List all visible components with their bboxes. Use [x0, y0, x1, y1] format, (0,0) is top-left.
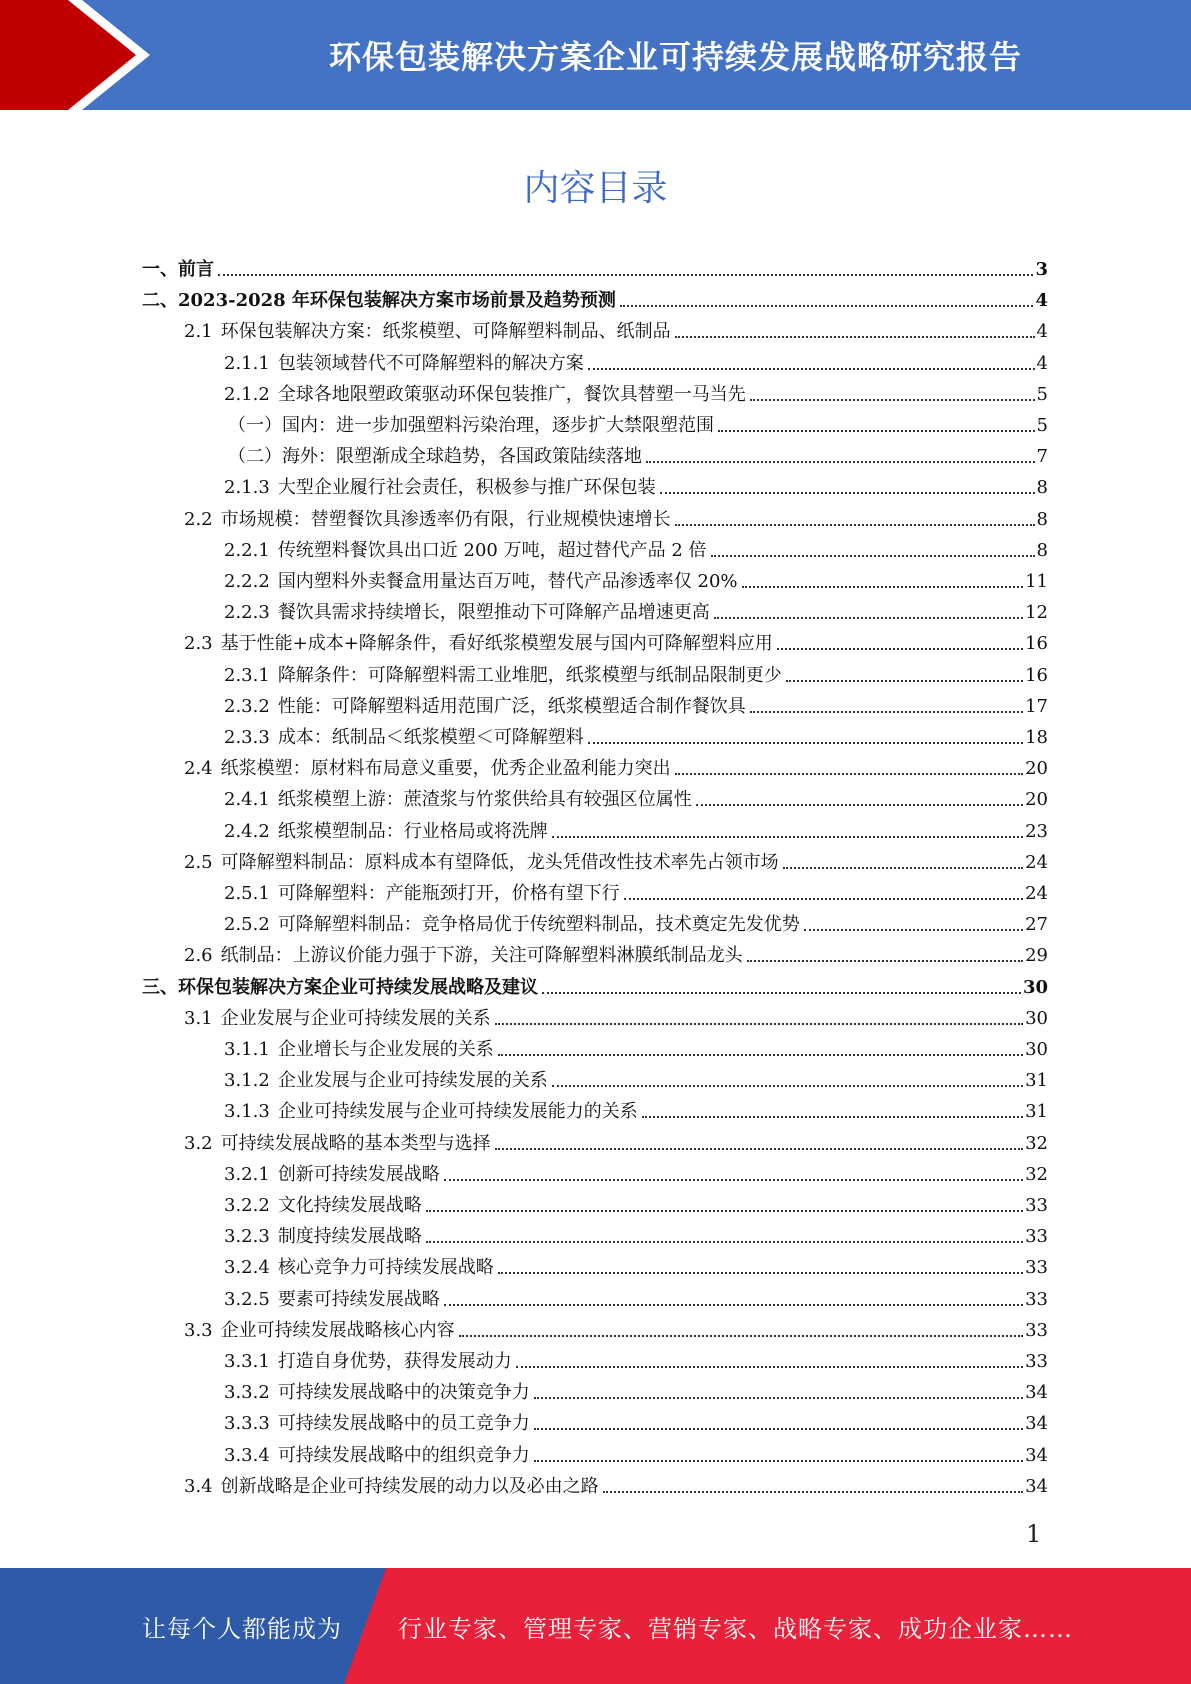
toc-dot-leader [552, 1085, 1023, 1087]
toc-entry-number: 3.3 [184, 1319, 213, 1341]
toc-entry-text: 企业发展与企业可持续发展的关系 [277, 1070, 548, 1092]
toc-entry-text: 国内：进一步加强塑料污染治理，逐步扩大禁限塑范围 [282, 415, 714, 436]
toc-entry-text: 餐饮具需求持续增长，限塑推动下可降解产品增速更高 [277, 602, 710, 624]
header-chevron-graphic [0, 0, 160, 110]
toc-title: 内容目录 [523, 168, 668, 209]
toc-entry-page: 4 [1036, 321, 1048, 343]
toc-entry[interactable] [184, 845, 1048, 876]
toc-entry-text: 全球各地限塑政策驱动环保包装推广，餐饮具替塑一马当先 [277, 383, 746, 405]
page-number: 1 [1026, 1520, 1042, 1548]
toc-entry-page: 27 [1025, 914, 1048, 936]
toc-entry-text: 打造自身优势，获得发展动力 [277, 1351, 512, 1372]
toc-entry-text: 纸制品：上游议价能力强于下游，关注可降解塑料淋膜纸制品龙头 [220, 945, 743, 967]
toc-entry[interactable] [224, 346, 1048, 377]
toc-entry-page: 31 [1025, 1101, 1048, 1123]
toc-entry-text: 企业可持续发展与企业可持续发展能力的关系 [277, 1101, 638, 1123]
toc-entry-text: 要素可持续发展战略 [277, 1288, 440, 1310]
report-title: 环保包装解决方案企业可持续发展战略研究报告 [328, 38, 1022, 76]
toc-entry-number: 3.3.3 [224, 1413, 270, 1435]
toc-entry-number: 2.5 [184, 851, 213, 873]
toc-entry-number: 2.5.1 [224, 883, 270, 904]
footer-slogan-right: 行业专家、管理专家、营销专家、战略专家、成功企业家…… [398, 1614, 1073, 1643]
toc-entry[interactable] [224, 1438, 1048, 1469]
toc-entry[interactable] [224, 1219, 1048, 1250]
toc-entry-number: 2.6 [184, 945, 213, 967]
toc-entry[interactable] [224, 1063, 1048, 1094]
toc-entry-page: 24 [1025, 851, 1048, 873]
toc-entry[interactable] [184, 1126, 1048, 1157]
toc-entry-text: 可降解塑料制品：竞争格局优于传统塑料制品，技术奠定先发优势 [277, 914, 800, 936]
toc-dot-leader [624, 898, 1023, 900]
toc-entry-text: 前言 [178, 259, 214, 280]
toc-entry-page: 32 [1025, 1163, 1048, 1185]
toc-entry-page: 3 [1035, 259, 1048, 280]
toc-entry-number: 二、 [142, 290, 178, 312]
toc-entry-text: 国内塑料外卖餐盒用量达百万吨，替代产品渗透率仅 20% [277, 571, 738, 592]
toc-entry-number: 3.2.4 [224, 1257, 270, 1279]
toc-entry[interactable] [224, 1157, 1048, 1188]
toc-entry-page: 24 [1025, 883, 1048, 904]
page-footer [0, 1568, 1191, 1684]
toc-entry[interactable] [224, 1094, 1048, 1125]
toc-entry[interactable] [224, 377, 1048, 408]
toc-entry[interactable] [184, 751, 1048, 782]
toc-entry[interactable] [224, 1188, 1048, 1219]
toc-entry-text: 纸浆模塑：原材料布局意义重要，优秀企业盈利能力突出 [220, 758, 671, 780]
toc-entry-number: 3.1.2 [224, 1070, 270, 1092]
toc-entry-page: 20 [1025, 789, 1048, 811]
toc-entry-text: 包装领域替代不可降解塑料的解决方案 [277, 352, 584, 374]
toc-entry[interactable] [224, 907, 1048, 938]
toc-entry[interactable] [224, 1282, 1048, 1313]
toc-entry-page: 33 [1025, 1226, 1048, 1248]
toc-dot-leader [444, 1304, 1023, 1306]
toc-entry[interactable] [184, 938, 1048, 969]
toc-dot-leader [750, 399, 1035, 401]
toc-entry[interactable] [224, 470, 1048, 501]
toc-dot-leader [742, 586, 1024, 588]
toc-dot-leader [660, 492, 1035, 494]
toc-entry-page: 34 [1025, 1413, 1048, 1435]
toc-entry-number: 2.3.3 [224, 727, 270, 748]
toc-entry-number: 3.2.2 [224, 1195, 270, 1216]
toc-entry-number: （一） [228, 415, 282, 436]
toc-entry-page: 31 [1025, 1070, 1048, 1092]
toc-entry[interactable] [142, 252, 1048, 283]
toc-dot-leader [804, 929, 1023, 931]
toc-dot-leader [534, 1460, 1023, 1462]
toc-entry-page: 33 [1025, 1288, 1048, 1310]
toc-entry-page: 16 [1025, 633, 1048, 655]
toc-dot-leader [675, 336, 1035, 338]
toc-entry-page: 7 [1036, 446, 1048, 468]
toc-entry-page: 30 [1025, 1039, 1048, 1060]
toc-entry-page: 16 [1025, 664, 1048, 686]
toc-dot-leader [426, 1241, 1023, 1243]
toc-entry-text: 企业可持续发展战略核心内容 [220, 1319, 455, 1341]
toc-entry-number: 2.1 [184, 321, 213, 343]
toc-dot-leader [588, 742, 1023, 744]
toc-dot-leader [786, 680, 1023, 682]
toc-entry-number: 2.2.3 [224, 602, 270, 624]
toc-entry-text: 环保包装解决方案企业可持续发展战略及建议 [178, 976, 538, 998]
toc-entry-page: 20 [1025, 758, 1048, 780]
toc-entry-number: 2.2.1 [224, 539, 270, 561]
toc-entry-number: 3.2.3 [224, 1226, 270, 1248]
toc-entry-page: 33 [1025, 1257, 1048, 1279]
toc-dot-leader [534, 1428, 1023, 1430]
toc-entry-text: 可降解塑料制品：原料成本有望降低，龙头凭借改性技术率先占领市场 [220, 851, 779, 873]
toc-entry[interactable] [224, 564, 1048, 595]
toc-entry-page: 33 [1025, 1195, 1048, 1216]
toc-entry[interactable] [224, 1032, 1048, 1063]
toc-dot-leader [495, 1148, 1023, 1150]
toc-entry[interactable] [224, 1406, 1048, 1437]
toc-entry[interactable] [142, 970, 1048, 1001]
toc-dot-leader [588, 368, 1035, 370]
toc-entry-number: 2.3 [184, 633, 213, 655]
toc-entry-number: 3.3.1 [224, 1351, 270, 1372]
toc-dot-leader [552, 836, 1023, 838]
toc-entry-page: 5 [1036, 415, 1048, 436]
toc-entry[interactable] [224, 876, 1048, 907]
toc-dot-leader [675, 773, 1023, 775]
toc-entry-page: 8 [1036, 539, 1048, 561]
toc-entry-page: 11 [1025, 571, 1048, 592]
toc-entry-text: 市场规模：替塑餐饮具渗透率仍有限，行业规模快速增长 [220, 508, 671, 530]
toc-entry-number: 3.1.3 [224, 1101, 270, 1123]
toc-entry-text: 基于性能+成本+降解条件，看好纸浆模塑发展与国内可降解塑料应用 [220, 633, 773, 655]
toc-entry-text: 创新可持续发展战略 [277, 1163, 440, 1185]
toc-entry[interactable] [184, 626, 1048, 657]
toc-entry-text: 企业发展与企业可持续发展的关系 [220, 1007, 491, 1029]
toc-entry-page: 18 [1025, 727, 1048, 748]
toc-dot-leader [646, 461, 1035, 463]
toc-entry-text: 企业增长与企业发展的关系 [277, 1039, 494, 1060]
toc-dot-leader [516, 1366, 1023, 1368]
toc-entry-text: 性能：可降解塑料适用范围广泛，纸浆模塑适合制作餐饮具 [277, 695, 746, 717]
toc-entry[interactable] [184, 1313, 1048, 1344]
toc-entry-page: 4 [1035, 290, 1048, 312]
toc-entry-text: 传统塑料餐饮具出口近 200 万吨，超过替代产品 2 倍 [277, 539, 707, 561]
toc-entry-number: 2.2 [184, 508, 213, 530]
toc-entry-number: 2.1.1 [224, 352, 270, 374]
toc-entry-number: （二） [228, 446, 282, 468]
toc-entry[interactable] [228, 408, 1048, 439]
toc-entry[interactable] [224, 595, 1048, 626]
toc-entry-text: 海外：限塑渐成全球趋势，各国政策陆续落地 [282, 446, 642, 468]
toc-entry-text: 大型企业履行社会责任，积极参与推广环保包装 [277, 477, 656, 499]
toc-entry-number: 3.3.2 [224, 1382, 270, 1404]
toc-entry[interactable] [184, 502, 1048, 533]
toc-entry-number: 一、 [142, 259, 178, 280]
toc-dot-leader [675, 524, 1035, 526]
toc-entry-number: 2.1.3 [224, 477, 270, 499]
toc-dot-leader [495, 1023, 1023, 1025]
toc-entry-text: 可降解塑料：产能瓶颈打开，价格有望下行 [277, 883, 620, 904]
toc-entry-number: 3.2.1 [224, 1163, 270, 1185]
toc-entry[interactable] [184, 1001, 1048, 1032]
report-header [0, 0, 1191, 110]
toc-entry[interactable] [224, 689, 1048, 720]
toc-entry-number: 2.5.2 [224, 914, 270, 936]
toc-entry-page: 5 [1036, 383, 1048, 405]
toc-entry-text: 纸浆模塑制品：行业格局或将洗牌 [277, 820, 548, 842]
toc-entry-page: 34 [1025, 1382, 1048, 1404]
toc-entry[interactable] [224, 720, 1048, 751]
toc-entry-page: 34 [1025, 1444, 1048, 1466]
toc-entry-number: 三、 [142, 976, 178, 998]
toc-entry-text: 核心竞争力可持续发展战略 [277, 1257, 494, 1279]
toc-dot-leader [783, 867, 1023, 869]
toc-entry-page: 23 [1025, 820, 1048, 842]
toc-entry-number: 3.2.5 [224, 1288, 270, 1310]
toc-entry-text: 可持续发展战略中的组织竞争力 [277, 1444, 530, 1466]
toc-entry-number: 3.1 [184, 1007, 213, 1029]
toc-entry-text: 可持续发展战略中的决策竞争力 [277, 1382, 530, 1404]
toc-entry-page: 33 [1025, 1351, 1048, 1372]
toc-dot-leader [696, 804, 1023, 806]
toc-entry-text: 创新战略是企业可持续发展的动力以及必由之路 [220, 1475, 599, 1497]
toc-dot-leader [714, 617, 1023, 619]
toc-entry[interactable] [224, 533, 1048, 564]
toc-entry-number: 2.4 [184, 758, 213, 780]
toc-entry-number: 2.1.2 [224, 383, 270, 405]
toc-entry[interactable] [184, 1469, 1048, 1500]
toc-entry-text: 纸浆模塑上游：蔗渣浆与竹浆供给具有较强区位属性 [277, 789, 692, 811]
toc-dot-leader [498, 1272, 1023, 1274]
toc-entry-page: 12 [1025, 602, 1048, 624]
toc-entry[interactable] [228, 439, 1048, 470]
toc-entry-page: 17 [1025, 695, 1048, 717]
toc-entry[interactable] [224, 782, 1048, 813]
toc-dot-leader [426, 1210, 1023, 1212]
toc-dot-leader [603, 1491, 1023, 1493]
toc-entry-text: 降解条件：可降解塑料需工业堆肥，纸浆模塑与纸制品限制更少 [277, 664, 782, 686]
toc-entry[interactable] [224, 1375, 1048, 1406]
toc-entry[interactable] [224, 1250, 1048, 1281]
toc-dot-leader [711, 555, 1035, 557]
toc-entry-number: 3.4 [184, 1475, 213, 1497]
toc-entry-number: 3.2 [184, 1132, 213, 1154]
toc-entry-number: 3.3.4 [224, 1444, 270, 1466]
toc-entry-page: 4 [1036, 352, 1048, 374]
toc-entry-page: 30 [1022, 976, 1048, 998]
toc-dot-leader [542, 992, 1021, 994]
toc-entry[interactable] [224, 658, 1048, 689]
toc-entry-page: 32 [1025, 1132, 1048, 1154]
toc-dot-leader [498, 1054, 1023, 1056]
toc-entry-number: 2.4.1 [224, 789, 270, 811]
toc-dot-leader [620, 305, 1034, 307]
toc-entry-page: 8 [1036, 477, 1048, 499]
toc-dot-leader [777, 648, 1023, 650]
toc-entry-number: 2.3.2 [224, 695, 270, 717]
toc-entry[interactable] [184, 314, 1048, 345]
toc-entry-page: 8 [1036, 508, 1048, 530]
toc-dot-leader [534, 1397, 1023, 1399]
toc-entry-text: 环保包装解决方案：纸浆模塑、可降解塑料制品、纸制品 [220, 321, 671, 343]
toc-entry-text: 2023-2028 年环保包装解决方案市场前景及趋势预测 [178, 290, 616, 312]
toc-entry[interactable] [142, 283, 1048, 314]
footer-slogan-left: 让每个人都能成为 [142, 1614, 342, 1643]
toc-dot-leader [459, 1335, 1023, 1337]
toc-entry-text: 可持续发展战略的基本类型与选择 [220, 1132, 491, 1154]
toc-dot-leader [747, 960, 1023, 962]
toc-entry-text: 文化持续发展战略 [277, 1195, 422, 1216]
toc-dot-leader [218, 274, 1033, 276]
toc-entry-page: 29 [1025, 945, 1048, 967]
toc-entry-number: 2.4.2 [224, 820, 270, 842]
toc-entry[interactable] [224, 1344, 1048, 1375]
toc-entry[interactable] [224, 814, 1048, 845]
toc-entry-text: 制度持续发展战略 [277, 1226, 422, 1248]
toc-entry-page: 34 [1025, 1475, 1048, 1497]
toc-entry-page: 33 [1025, 1319, 1048, 1341]
toc-entry-number: 3.1.1 [224, 1039, 270, 1060]
toc-dot-leader [750, 711, 1023, 713]
toc-dot-leader [642, 1116, 1023, 1118]
toc-entry-text: 成本：纸制品＜纸浆模塑＜可降解塑料 [277, 727, 584, 748]
toc-entry-number: 2.2.2 [224, 571, 270, 592]
toc-dot-leader [444, 1179, 1023, 1181]
toc-entry-number: 2.3.1 [224, 664, 270, 686]
toc-dot-leader [718, 430, 1035, 432]
toc-entry-page: 30 [1025, 1007, 1048, 1029]
toc-entry-text: 可持续发展战略中的员工竞争力 [277, 1413, 530, 1435]
